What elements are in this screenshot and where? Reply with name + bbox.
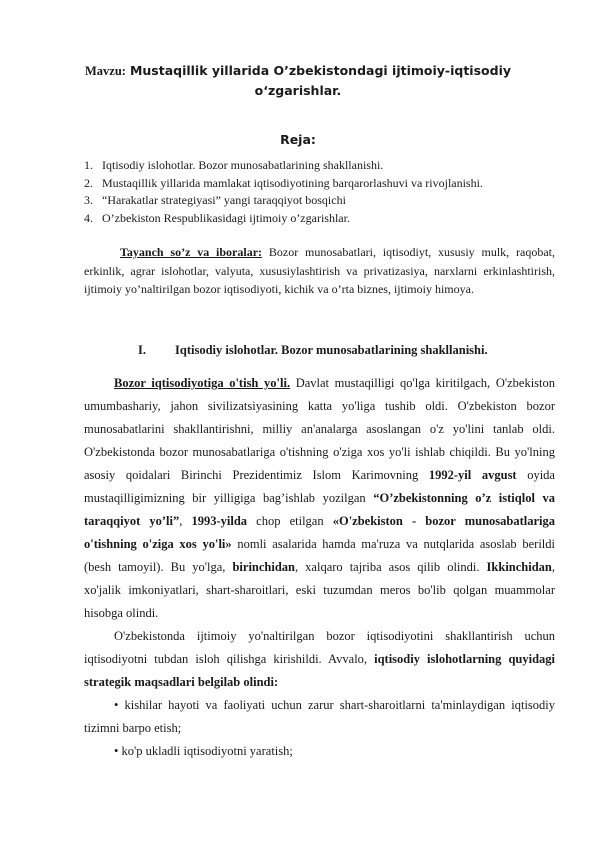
bullet-mark: • — [114, 744, 119, 758]
text-run: nomli asalarida hamda ma'ruza va nutqlarida asoslab berildi (besh tamoyil). Bu yo'lga, — [84, 537, 555, 574]
bold-run: 1993-yilda — [191, 514, 248, 528]
paragraph-lead: Bozor iqtisodiyotiga o'tish yo'li. — [114, 376, 291, 390]
text-run: , — [179, 514, 192, 528]
plan-heading: Reja: — [280, 132, 316, 147]
bold-run: «O'zbekiston - bozor munosabatlariga o'tishning o'ziga xos yo'li» — [84, 514, 555, 551]
keywords-label: Tayanch so’z va iboralar: — [120, 245, 263, 259]
bold-run: birinchidan — [232, 560, 295, 574]
body-paragraph — [84, 625, 555, 694]
bullet-text: ko'p ukladli iqtisodiyotni yaratish; — [118, 744, 293, 758]
title-prefix: Mavzu: — [84, 64, 126, 78]
text-run: O'zbekistonda ijtimoiy yo'naltirilgan bozor iqtisodiyotini shakllantirish uchun iqtisodiyotni tubdan isloh qilishga kirishildi. Avvalo, — [84, 629, 555, 666]
plan-item-text: Mustaqillik yillarida mamlakat iqtisodiyotining barqarorlashuvi va rivojlanishi. — [102, 175, 483, 190]
text-run: oyida mustaqilligimizning bir yilligiga bag’ishlab yozilgan — [84, 468, 555, 505]
bold-run: Ikkinchidan — [486, 560, 552, 574]
section-heading — [138, 343, 488, 358]
bold-run: 1992-yil avgust — [428, 468, 517, 482]
plan-list — [84, 157, 554, 227]
plan-item-number: 4. — [84, 210, 93, 225]
plan-item — [84, 175, 554, 193]
bullet-text: kishilar hayoti va faoliyati uchun zarur shart-sharoitlarni ta'minlaydigan iqtisodiy tizimni barpo etish; — [84, 698, 555, 735]
section-number: I. — [138, 343, 146, 357]
body-text — [84, 372, 555, 763]
bullet-item — [84, 740, 555, 763]
keywords-text: Bozor munosabatlari, iqtisodiyt, xususiy mulk, raqobat, erkinlik, agrar islohotlar, valyuta, xususiylashtirish va privatizasiya, narxlarni erkinlashtirish, ijtimoiy yo’naltirilgan bozor iqtisodiyoti, kichik va o’rta biznes, ijtimoiy himoya. — [84, 245, 555, 296]
body-paragraph — [84, 372, 555, 625]
plan-item-number: 1. — [84, 158, 93, 172]
text-run: Davlat mustaqilligi qo'lga kiritilgach, O'zbekiston umumbashariy, jahon sivilizatsiyasining katta yo'liga tushib oldi. O'zbekiston bozor munosabatlarini shakllantirishni, milliy an'analarga asoslangan o'z yo'lini tanlab oldi. O'zbekistonda bozor munosabatlariga o'tishning o'ziga xos yo'li ishlab chiqildi. Bu yo'lning asosiy qoidalari Birinchi Prezidentimiz Islom Karimovning — [84, 376, 556, 482]
plan-item-text: O’zbekiston Respublikasidagi ijtimoiy o’zgarishlar. — [102, 210, 350, 225]
bullet-item — [84, 694, 555, 740]
plan-item-number: 3. — [84, 193, 93, 207]
bold-run: iqtisodiy islohotlarning quyidagi strategik maqsadlari belgilab olindi: — [84, 652, 555, 689]
text-run: , xalqaro tajriba asos qilib olindi. — [295, 560, 487, 574]
document-title — [84, 61, 512, 101]
plan-item — [84, 210, 554, 228]
plan-item-number: 2. — [84, 175, 93, 190]
plan-item — [84, 192, 554, 210]
plan-item-text: “Harakatlar strategiyasi” yangi taraqqiyot bosqichi — [102, 193, 346, 207]
section-title: Iqtisodiy islohotlar. Bozor munosabatlarining shakllanishi. — [175, 343, 488, 357]
text-run: , xo'jalik imkoniyatlari, shart-sharoitlari, eski tuzumdan meros bo'lib qolgan muammolar hisobga olindi. — [84, 560, 555, 620]
bullet-mark: • — [114, 698, 119, 712]
title-main: Mustaqillik yillarida O’zbekistondagi ijtimoiy-iqtisodiy o‘zgarishlar. — [129, 63, 512, 98]
plan-item — [84, 157, 554, 175]
keywords-paragraph — [84, 243, 555, 299]
bold-run: “O’zbekistonning o’z istiqlol va taraqqiyot yo’li” — [84, 491, 556, 528]
text-run: chop etilgan — [247, 514, 333, 528]
plan-item-text: Iqtisodiy islohotlar. Bozor munosabatlarining shakllanishi. — [102, 158, 384, 172]
